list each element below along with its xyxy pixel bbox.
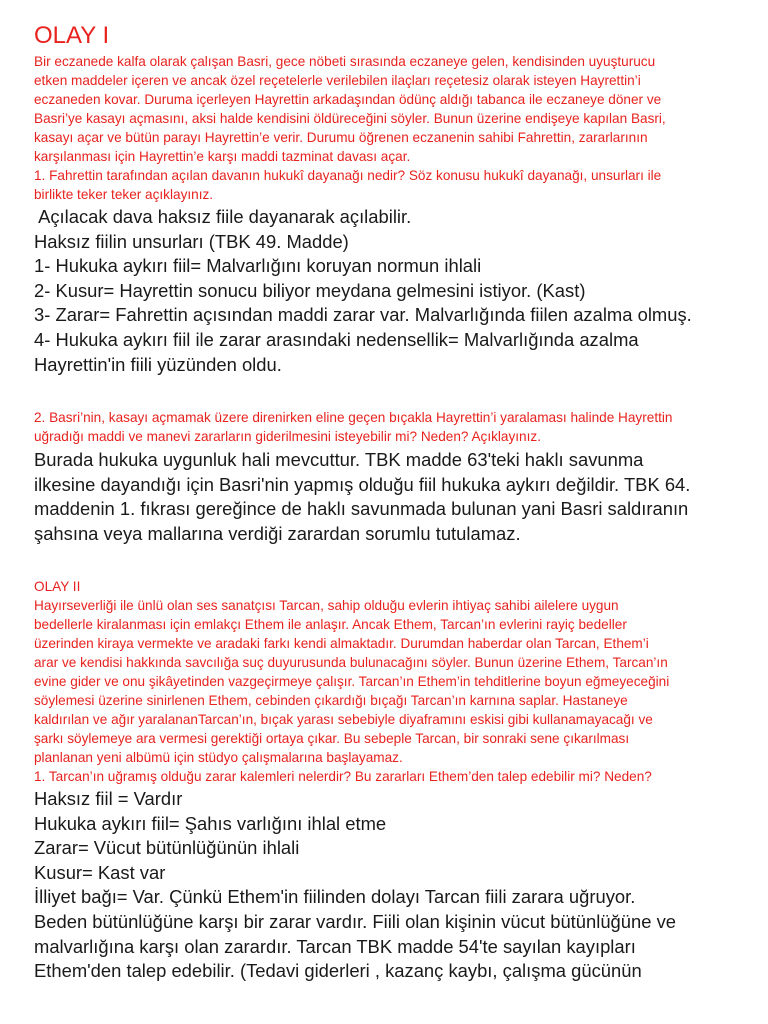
- olay2-a1-line: Kusur= Kast var: [34, 861, 166, 883]
- olay2-case-line: kaldırılan ve ağır yaralananTarcan’ın, bıçak yarası sebebiyle diyaframını eskisi gibi kullanamayacağı ve: [34, 712, 653, 727]
- olay1-a1-line: Hayrettin'in fiili yüzünden oldu.: [34, 353, 282, 375]
- olay1-case-line: karşılanması için Hayrettin’e karşı maddi tazminat davası açar.: [34, 149, 411, 164]
- olay1-case-text: [34, 52, 739, 166]
- olay2-a1-line: Ethem'den talep edebilir. (Tedavi giderleri , kazanç kaybı, çalışma gücünün: [34, 960, 642, 982]
- olay1-case-line: etken maddeler içeren ve ancak özel reçetelerle verilebilen ilaçları reçetesiz olarak isteyen Hayrettin’i: [34, 73, 641, 88]
- olay2-case-line: bedellerle kiralanması için emlakçı Ethem ile anlaşır. Ancak Ethem, Tarcan’ın evlerini rayiç bedeller: [34, 617, 627, 632]
- olay1-case-line: kasayı açar ve bütün parayı Hayrettin’e verir. Durumu öğrenen eczanenin sahibi Fahrettin, zararlarının: [34, 130, 648, 145]
- olay1-answer-1: [34, 205, 744, 377]
- olay2-case-line: Hayırseverliği ile ünlü olan ses sanatçısı Tarcan, sahip olduğu evlerin ihtiyaç sahibi ailelere uygun: [34, 598, 619, 613]
- olay1-q1-line: 1. Fahrettin tarafından açılan davanın hukukî dayanağı nedir? Söz konusu hukukî dayanağı, unsurları ile: [34, 168, 662, 183]
- olay2-a1-line: Hukuka aykırı fiil= Şahıs varlığını ihlal etme: [34, 812, 387, 834]
- olay1-answer-2: [34, 448, 744, 546]
- olay1-a2-line: maddenin 1. fıkrası gereğince de haklı savunmada bulunan yani Basri saldıranın: [34, 498, 689, 520]
- olay2-a1-line: İlliyet bağı= Var. Çünkü Ethem'in fiilinden dolayı Tarcan fiili zarara uğruyor.: [34, 886, 636, 908]
- olay2-a1-line: Beden bütünlüğüne karşı bir zarar vardır. Fiili olan kişinin vücut bütünlüğüne ve: [34, 910, 677, 932]
- olay1-a2-line: Burada hukuka uygunluk hali mevcuttur. TBK madde 63'teki haklı savunma: [34, 449, 644, 470]
- olay2-answer-1: [34, 787, 744, 984]
- olay1-case-line: Bir eczanede kalfa olarak çalışan Basri, gece nöbeti sırasında eczaneye gelen, kendisinden uyuşturucu: [34, 54, 656, 69]
- olay2-case-line: arar ve kendisi hakkında savcılığa suç duyurusunda bulunacağını söyler. Bunun üzerine Ethem, Tarcan’ın: [34, 655, 668, 670]
- olay1-q2-line: uğradığı maddi ve manevi zararların giderilmesini isteyebilir mi? Neden? Açıklayınız.: [34, 429, 541, 444]
- olay2-case-text: [34, 596, 739, 767]
- olay2-q1-line: 1. Tarcan’ın uğramış olduğu zarar kalemleri nelerdir? Bu zararları Ethem’den talep edebilir mi? Neden?: [34, 769, 652, 784]
- olay1-title: OLAY I: [34, 22, 110, 49]
- olay2-question-1: [34, 767, 739, 786]
- olay1-a1-line: 4- Hukuka aykırı fiil ile zarar arasındaki nedensellik= Malvarlığında azalma: [34, 328, 639, 350]
- olay2-case-line: üzerinden kiraya vermekte ve aradaki farkı kendi almaktadır. Durumdan haberdar olan Tarcan, Ethem’i: [34, 636, 649, 651]
- olay1-case-line: Basri’ye kasayı açmasını, aksi halde kendisini öldüreceğini söyler. Bunun üzerine endişeye kapılan Basri,: [34, 111, 666, 126]
- olay1-a2-line: şahsına veya mallarına verdiği zarardan sorumlu tutulamaz.: [34, 522, 521, 544]
- olay1-case-line: eczaneden kovar. Duruma içerleyen Hayrettin arkadaşından ödünç aldığı tabanca ile eczaneye döner ve: [34, 92, 662, 107]
- olay1-question-2: [34, 408, 739, 446]
- olay1-a1-line: Haksız fiilin unsurları (TBK 49. Madde): [34, 230, 349, 252]
- olay2-a1-line: Zarar= Vücut bütünlüğünün ihlali: [34, 837, 300, 859]
- olay2-title: OLAY II: [34, 579, 81, 594]
- olay1-a1-line: 1- Hukuka aykırı fiil= Malvarlığını koruyan normun ihlali: [34, 255, 482, 277]
- olay1-question-1: [34, 166, 739, 204]
- olay1-a1-line: 3- Zarar= Fahrettin açısından maddi zarar var. Malvarlığında fiilen azalma olmuş.: [34, 304, 692, 326]
- olay2-a1-line: Haksız fiil = Vardır: [34, 788, 183, 809]
- olay2-case-line: evine gider ve onu şikâyetinden vazgeçirmeye çalışır. Tarcan’ın Ethem’in tehditlerine boyun eğmeyeceğini: [34, 674, 670, 689]
- olay1-q2-line: 2. Basri’nin, kasayı açmamak üzere direnirken eline geçen bıçakla Hayrettin’i yaralaması halinde Hayrettin: [34, 410, 673, 425]
- olay2-case-line: şarkı söylemeye ara vermesi gerektiği ortaya çıkar. Bu sebeple Tarcan, bir sonraki sene çıkarılması: [34, 731, 630, 746]
- olay1-a2-line: ilkesine dayandığı için Basri'nin yapmış olduğu fiil hukuka aykırı değildir. TBK 64.: [34, 473, 691, 495]
- olay2-case-line: söylemesi üzerine sinirlenen Ethem, cebinden çıkardığı bıçağı Tarcan’ın karnına saplar. Hastaneye: [34, 693, 628, 708]
- olay2-a1-line: malvarlığına karşı olan zarardır. Tarcan TBK madde 54'te sayılan kayıpları: [34, 935, 636, 957]
- olay1-a1-line: 2- Kusur= Hayrettin sonucu biliyor meydana gelmesini istiyor. (Kast): [34, 279, 586, 301]
- olay2-case-line: planlanan yeni albümü için stüdyo çalışmalarına başlayamaz.: [34, 750, 403, 765]
- olay1-q1-line: birlikte teker teker açıklayınız.: [34, 187, 214, 202]
- olay1-a1-line: Açılacak dava haksız fiile dayanarak açılabilir.: [34, 206, 412, 227]
